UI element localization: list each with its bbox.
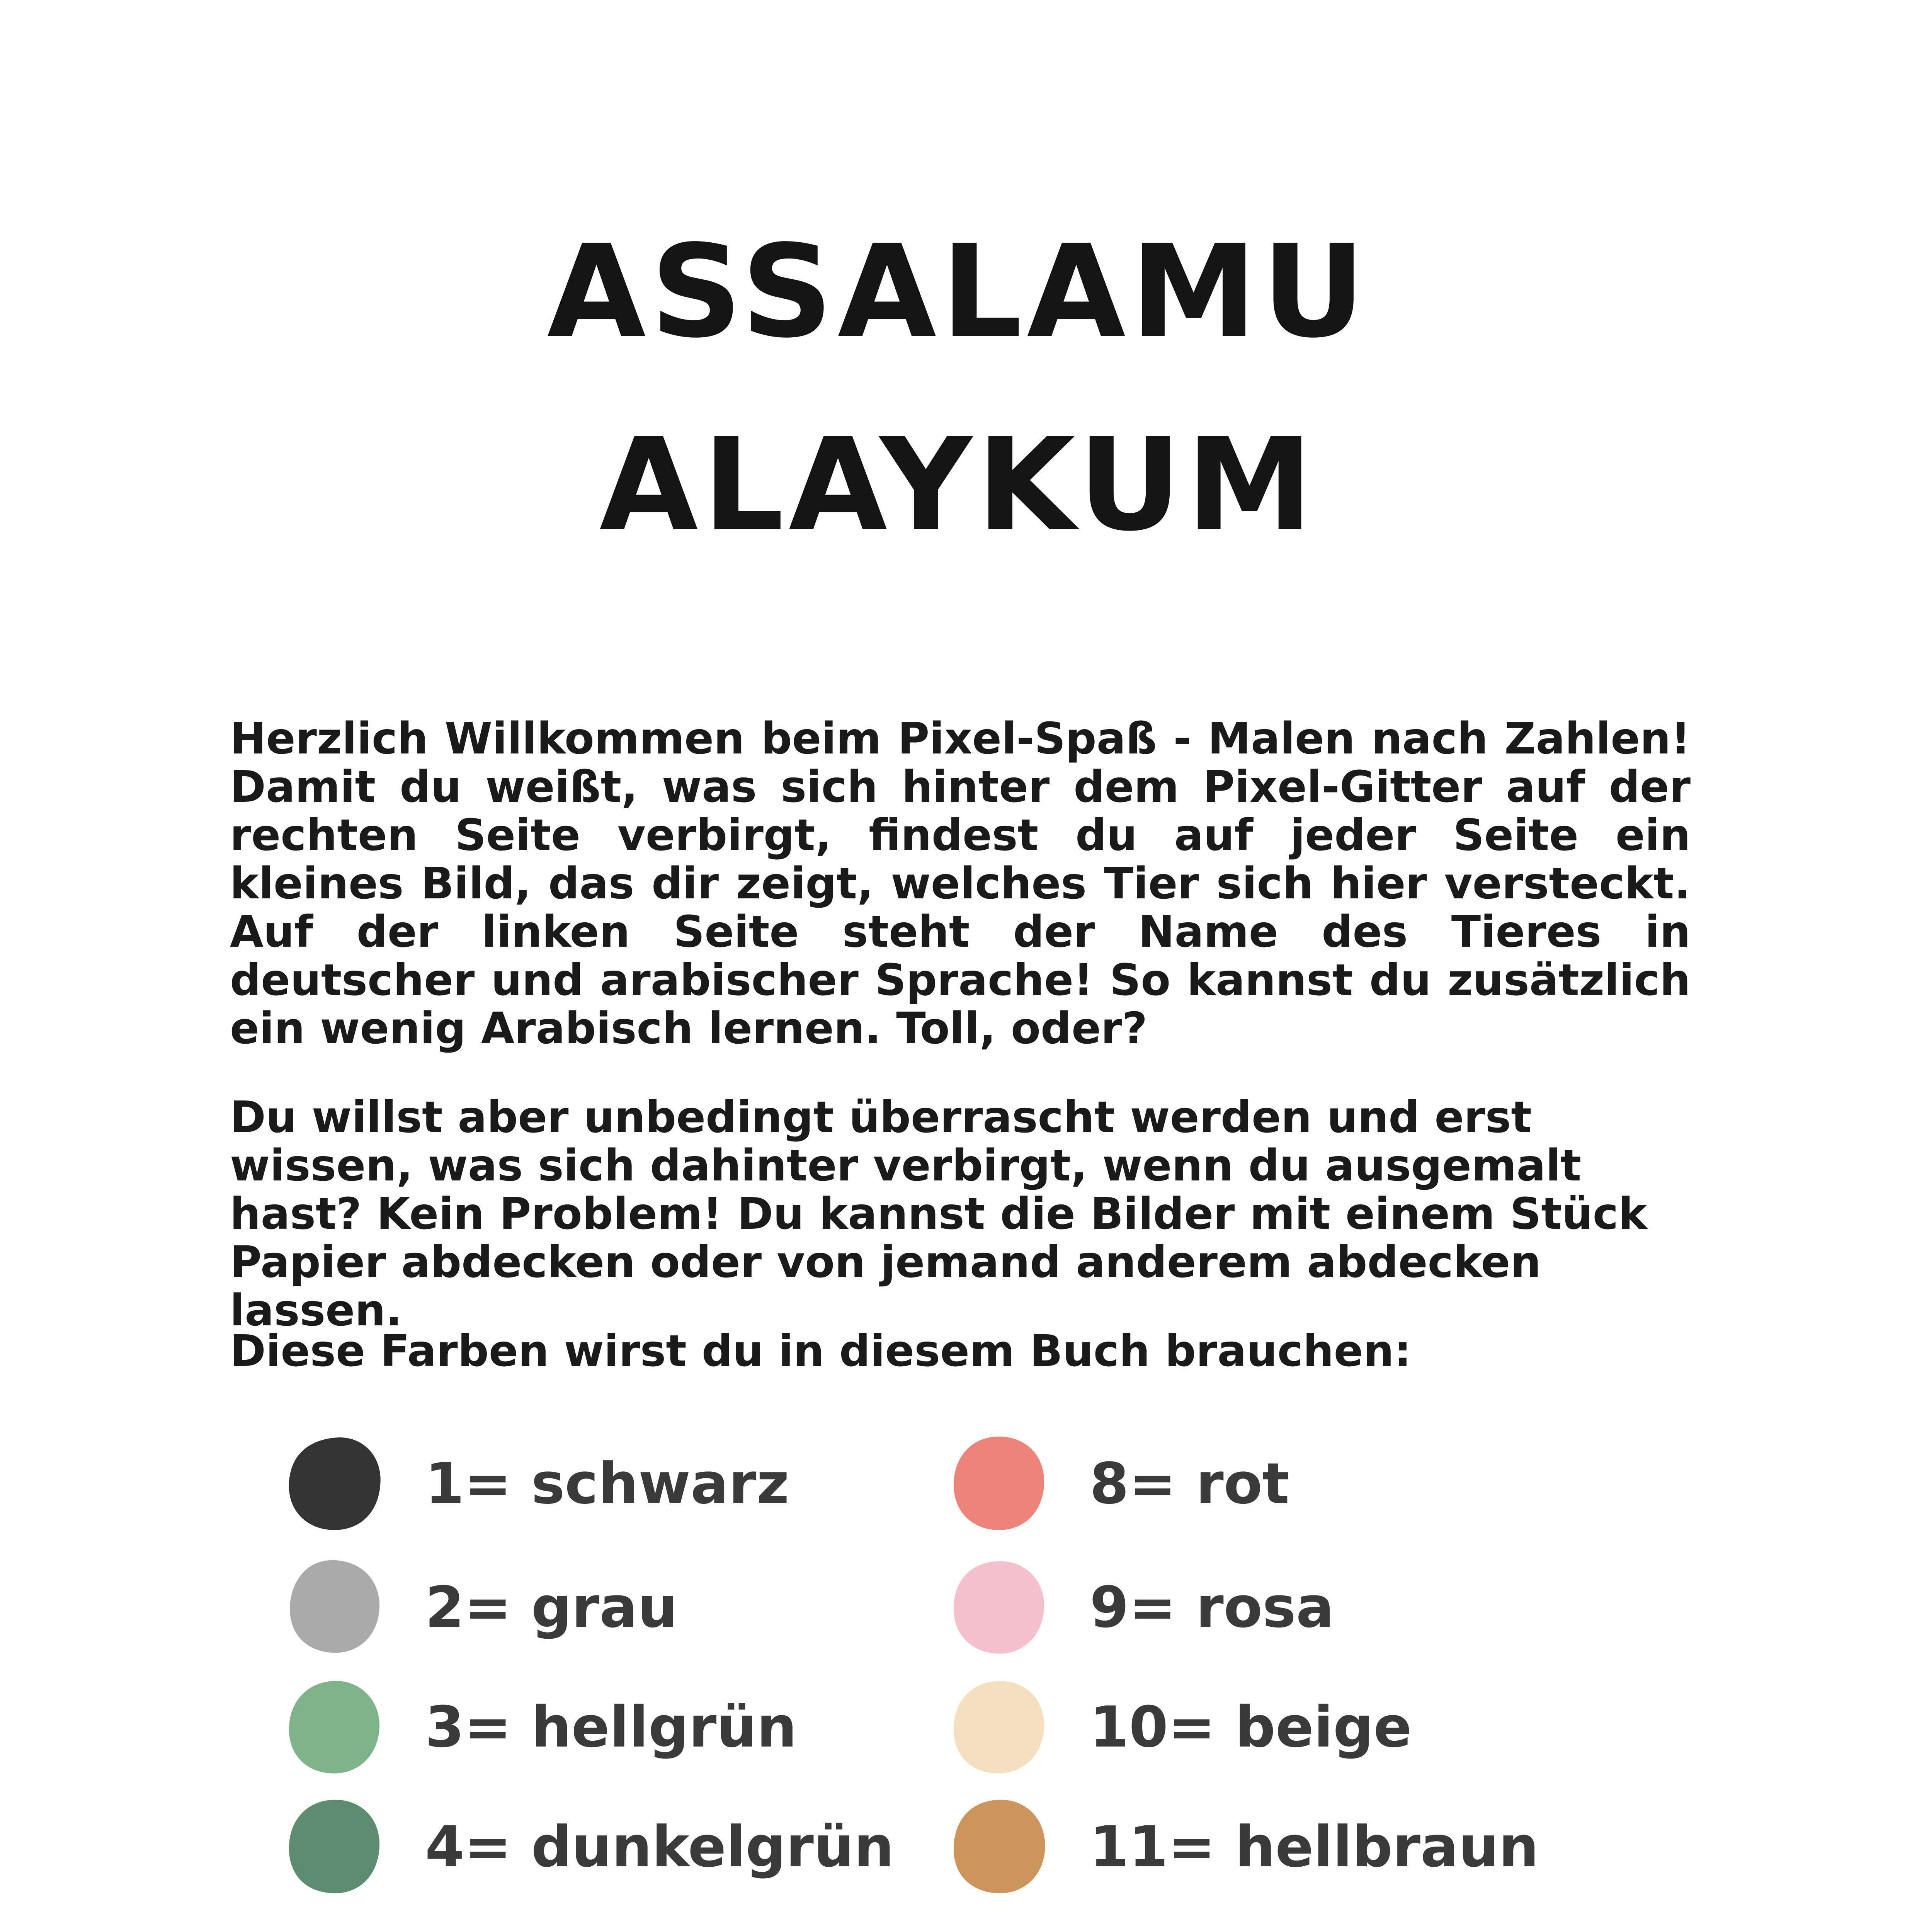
- color-label-hellgruen: 3= hellgrün: [425, 1694, 797, 1760]
- color-swatch-hellgruen: [284, 1677, 384, 1777]
- color-swatch-dunkelbraun: [949, 1930, 1049, 1932]
- color-swatch-dunkelgruen: [284, 1797, 384, 1897]
- color-swatch-rosa: [949, 1557, 1049, 1658]
- color-swatch-hellblau: [284, 1930, 384, 1932]
- color-label-dunkelgruen: 4= dunkelgrün: [425, 1814, 894, 1880]
- intro-paragraph-2: Du willst aber unbedingt überrascht werden und erst wissen, was sich dahinter verbirgt, wenn du ausgemalt hast? Kein Problem! Du kannst die Bilder mit einem Stück Papier abdecken oder von jemand anderem abdecken lassen.: [230, 1092, 1647, 1336]
- color-swatch-beige: [949, 1677, 1049, 1777]
- intro-paragraph-1: Herzlich Willkommen beim Pixel-Spaß - Malen nach Zahlen! Damit du weißt, was sich hinter dem Pixel-Gitter auf der rechten Seite verbirgt, findest du auf jeder Seite ein kleines Bild, das dir zeigt, welches Tier sich hier versteckt. Auf der linken Seite steht der Name des Tieres in deutscher und arabischer Sprache! So kannst du zusätzlich ein wenig Arabisch lernen. Toll, oder?: [230, 714, 1691, 1054]
- color-swatch-hellbraun: [949, 1797, 1049, 1897]
- color-label-grau: 2= grau: [425, 1575, 678, 1640]
- color-swatch-rot: [949, 1434, 1049, 1534]
- color-swatch-schwarz: [284, 1434, 384, 1534]
- color-label-hellbraun: 11= hellbraun: [1090, 1814, 1539, 1880]
- color-label-beige: 10= beige: [1090, 1694, 1412, 1760]
- color-label-schwarz: 1= schwarz: [425, 1451, 789, 1517]
- color-swatch-grau: [284, 1557, 384, 1658]
- color-label-rosa: 9= rosa: [1090, 1575, 1334, 1640]
- title-line-2: ALAYKUM: [599, 411, 1318, 559]
- title-line-1: ASSALAMU: [547, 218, 1370, 366]
- color-label-rot: 8= rot: [1090, 1451, 1289, 1517]
- intro-paragraph-3: Diese Farben wirst du in diesem Buch brauchen:: [230, 1326, 1412, 1376]
